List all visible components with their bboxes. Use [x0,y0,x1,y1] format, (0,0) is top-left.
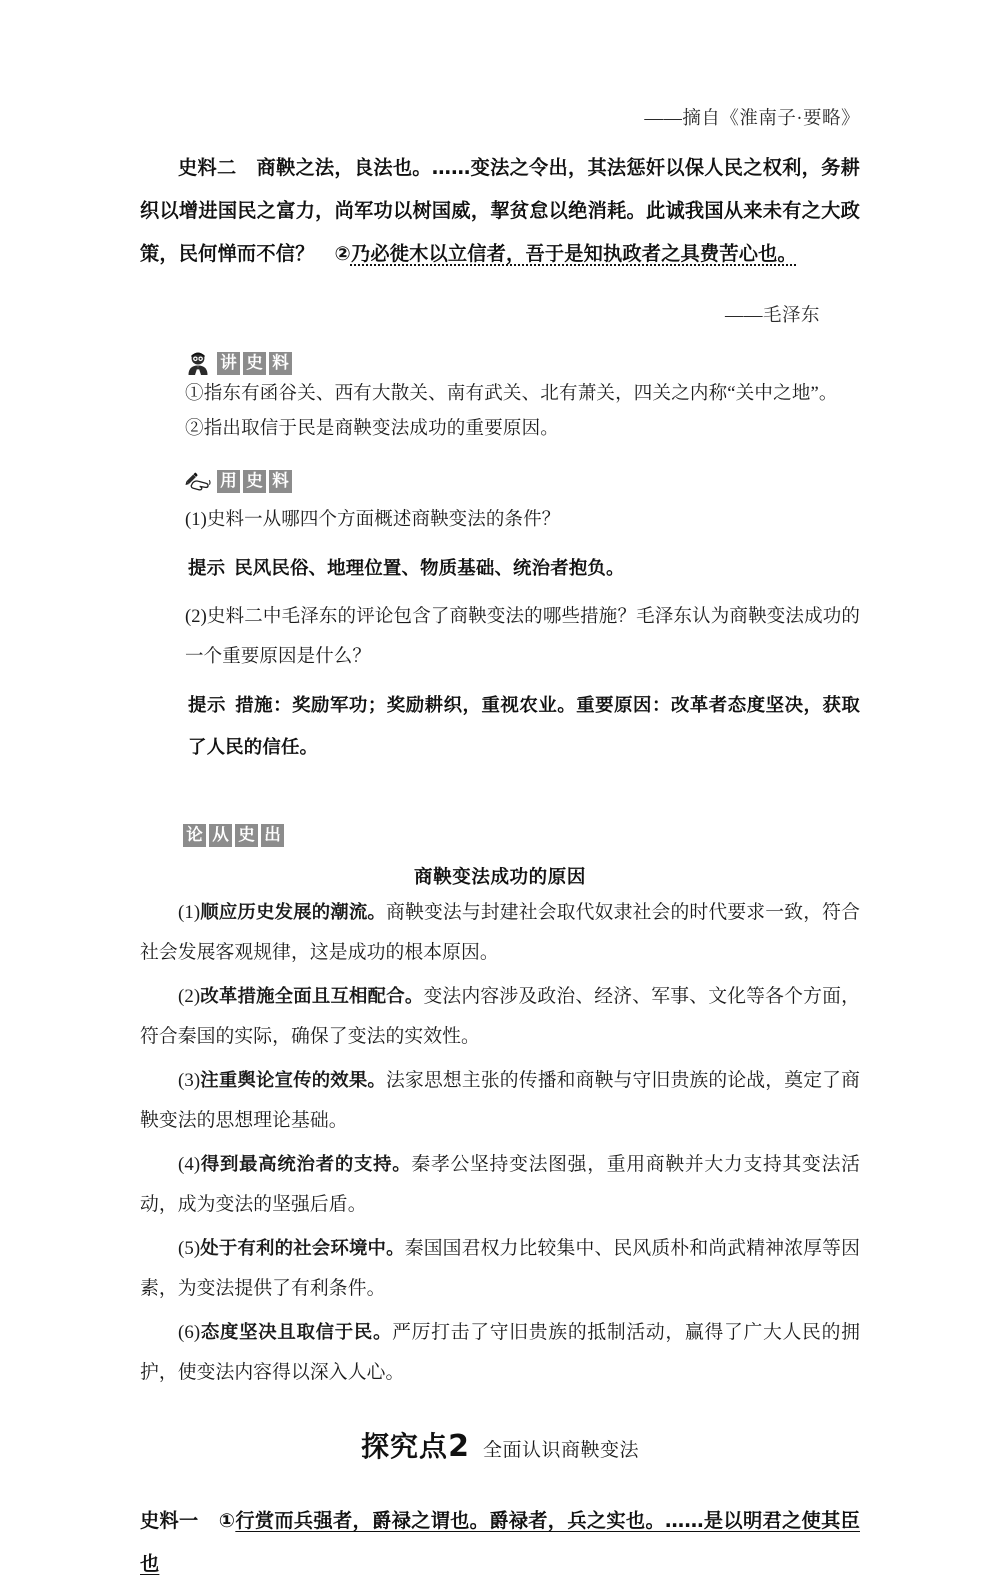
source-one-underlined-text: 行赏而兵强者，爵禄之谓也。爵禄者，兵之实也。……是以明君之使其臣也 [140,1509,860,1575]
badge-char: 料 [269,470,292,493]
conclusion-item [140,1061,860,1141]
source-two-marker: ② [334,242,351,265]
source-two-underlined-text: 乃必徙木以立信者，吾于是知执政者之具费苦心也。 [350,242,797,265]
use-hint-1 [188,548,860,590]
badge-char: 史 [243,352,266,375]
conclusion-item [140,1145,860,1225]
hint-label: 提示 [188,558,226,579]
conclusion-item [140,893,860,973]
conclusion-title: 商鞅变法成功的原因 [414,867,586,888]
explain-note-2: ②指出取信于民是商鞅变法成功的重要原因。 [185,419,560,439]
inquiry-label: 探究点 [361,1430,449,1463]
badge-char: 料 [269,352,292,375]
badge-char: 讲 [217,352,240,375]
item-number: (3) [178,1070,201,1091]
inquiry-point-heading [140,1425,860,1465]
source-one-block [140,1499,860,1585]
item-body: 秦孝公坚持变法图强，重用商鞅并大力支持其变法活动，成为变法的坚强后盾。 [140,1154,860,1215]
hint-text: 措施：奖励军功；奖励耕织，重视农业。重要原因：改革者态度坚决，获取了人民的信任。 [188,695,860,758]
conclusion-item [140,977,860,1057]
item-bold-head: 态度坚决且取信于民。 [200,1322,393,1343]
item-number: (5) [178,1238,201,1259]
item-number: (4) [178,1154,201,1175]
item-body: 法家思想主张的传播和商鞅与守旧贵族的论战，奠定了商鞅变法的思想理论基础。 [140,1070,860,1131]
inquiry-number: 2 [448,1429,469,1464]
badge-char: 史 [243,470,266,493]
item-body: 商鞅变法与封建社会取代奴隶社会的时代要求一致，符合社会发展客观规律，这是成功的根本原因。 [140,902,860,963]
explain-source-badge [185,349,860,375]
use-source-badge [185,467,860,493]
item-bold-head: 顺应历史发展的潮流。 [200,902,387,923]
conclusion-item [140,1229,860,1309]
item-body: 严厉打击了守旧贵族的抵制活动，赢得了广大人民的拥护，使变法内容得以深入人心。 [140,1322,860,1383]
item-number: (6) [178,1322,201,1343]
item-bold-head: 改革措施全面且互相配合。 [200,986,424,1007]
hint-label: 提示 [188,695,226,716]
source-two-text: 商鞅之法，良法也。……变法之令出，其法惩奸以保人民之权利，务耕织以增进国民之富力，尚军功以树国威，挈贫怠以绝消耗。此诚我国从来未有之大政策，民何惮而不信？ [140,156,860,265]
badge-char: 从 [209,824,232,847]
item-body: 变法内容涉及政治、经济、军事、文化等各个方面，符合秦国的实际，确保了变法的实效性。 [140,986,860,1047]
hand-pen-icon [185,469,211,493]
source-two-label: 史料二 [178,156,237,179]
item-number: (2) [178,986,201,1007]
use-hint-2 [188,685,860,769]
attribution-huainanzi: ——摘自《淮南子·要略》 [644,109,860,129]
badge-char: 出 [261,824,284,847]
source-one-marker: ① [218,1509,236,1532]
source-two-block [140,146,860,275]
hint-text: 民风民俗、地理位置、物质基础、统治者抱负。 [234,558,625,579]
conclusion-item [140,1313,860,1393]
item-number: (1) [178,902,201,923]
use-question-1: (1)史料一从哪四个方面概述商鞅变法的条件？ [185,510,561,530]
explain-note-1: ①指东有函谷关、西有大散关、南有武关、北有萧关，四关之内称“关中之地”。 [185,384,838,404]
teacher-person-icon [185,351,211,375]
item-bold-head: 处于有利的社会环境中。 [200,1238,405,1259]
attribution-mao: ——毛泽东 [724,306,820,326]
badge-char: 史 [235,824,258,847]
item-body: 秦国国君权力比较集中、民风质朴和尚武精神浓厚等因素，为变法提供了有利条件。 [140,1238,860,1299]
source-one-label: 史料一 [140,1509,199,1532]
badge-char: 论 [183,824,206,847]
conclusion-badge [183,821,860,847]
use-question-2: (2)史料二中毛泽东的评论包含了商鞅变法的哪些措施？毛泽东认为商鞅变法成功的一个重要原因是什么？ [185,607,860,667]
item-bold-head: 注重舆论宣传的效果。 [200,1070,387,1091]
item-bold-head: 得到最高统治者的支持。 [200,1154,412,1175]
badge-char: 用 [217,470,240,493]
inquiry-subtitle: 全面认识商鞅变法 [482,1440,639,1461]
